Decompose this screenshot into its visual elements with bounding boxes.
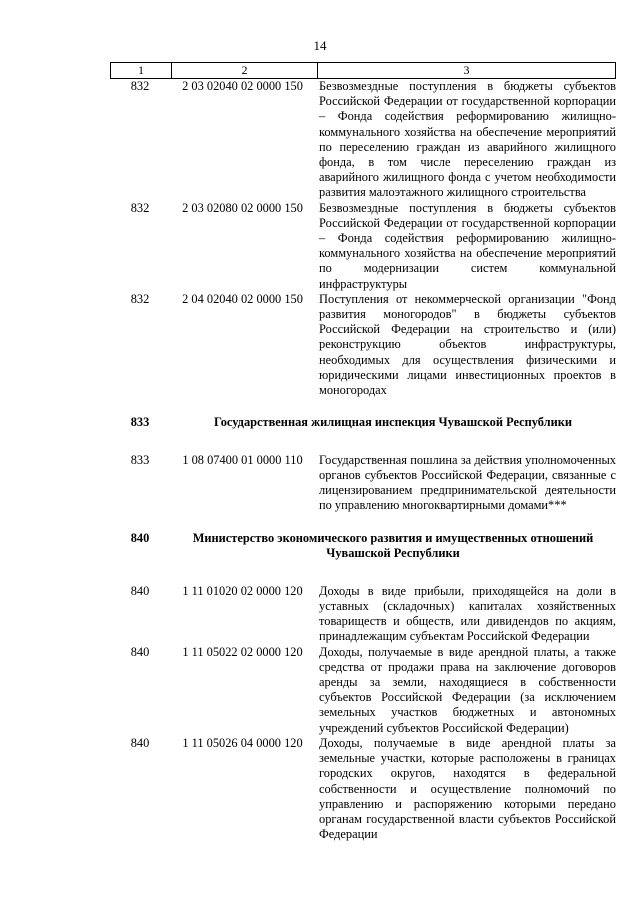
admin-code: 833	[130, 452, 150, 467]
section-title: Государственная жилищная инспекция Чувашской Республики	[213, 415, 573, 430]
section-heading-840	[110, 531, 616, 562]
budget-code: 1 11 05022 02 0000 120	[182, 644, 303, 659]
section-admin-code: 833	[130, 415, 150, 430]
section-title-line-1: Министерство экономического развития и имущественных отношений	[192, 530, 594, 545]
revenue-description: Государственная пошлина за действия уполномоченных органов субъектов Российской Федерации, связанные с лицензированием предпринимательской деятельности по управлению многоквартирными домами***	[319, 452, 616, 513]
revenue-description: Поступления от некоммерческой организации "Фонд развития моногородов" в бюджеты субъектов Российской Федерации на строительство и (или) реконструкцию объектов инфраструктуры, необходимых для осуществления физическими и юридическими лицами инвестиционных проектов в моногородах	[319, 291, 616, 398]
admin-code: 840	[130, 735, 150, 750]
revenue-table	[110, 62, 616, 842]
table-row	[110, 79, 616, 201]
section-title-line-2: Чувашской Республики	[326, 546, 460, 561]
admin-code: 840	[130, 583, 150, 598]
table-row	[110, 736, 616, 842]
column-header-1: 1	[111, 63, 172, 78]
budget-code: 1 11 01020 02 0000 120	[182, 583, 303, 598]
table-row	[110, 584, 616, 645]
table-header	[110, 62, 616, 79]
revenue-description: Доходы в виде прибыли, приходящейся на доли в уставных (складочных) капиталах хозяйственных товариществ и обществ, или дивидендов по акциям, принадлежащим субъектам Российской Федерации	[319, 583, 616, 644]
revenue-description: Безвозмездные поступления в бюджеты субъектов Российской Федерации от государственной корпорации – Фонда содействия реформированию жилищно-коммунального хозяйства на обеспечение мероприятий по переселению граждан из аварийного жилищного фонда, в том числе переселению граждан из аварийного жилищного фонда с учетом необходимости развития малоэтажного жилищного строительства	[319, 79, 616, 200]
table-row	[110, 292, 616, 398]
budget-code: 2 03 02040 02 0000 150	[182, 79, 303, 93]
admin-code: 832	[130, 291, 150, 306]
column-header-2: 2	[172, 63, 318, 78]
revenue-description: Безвозмездные поступления в бюджеты субъектов Российской Федерации от государственной корпорации – Фонда содействия реформированию жилищно-коммунального хозяйства на обеспечение мероприятий по модернизации систем коммунальной инфраструктуры	[319, 200, 616, 291]
budget-code: 2 04 02040 02 0000 150	[182, 291, 303, 306]
page-number: 14	[313, 38, 327, 53]
admin-code: 832	[130, 200, 150, 215]
table-row	[110, 645, 616, 736]
budget-code: 1 11 05026 04 0000 120	[182, 735, 303, 750]
budget-code: 1 08 07400 01 0000 110	[182, 452, 303, 467]
table-row	[110, 453, 616, 514]
admin-code: 840	[130, 644, 150, 659]
revenue-description: Доходы, получаемые в виде арендной платы за земельные участки, которые расположены в границах городских округов, находятся в федеральной собственности и осуществление полномочий по управлению и распоряжению которыми передано органам государственной власти субъектов Российской Федерации	[319, 735, 616, 842]
budget-code: 2 03 02080 02 0000 150	[182, 200, 303, 215]
revenue-description: Доходы, получаемые в виде арендной платы, а также средства от продажи права на заключение договоров аренды за земли, находящиеся в собственности субъектов Российской Федерации (за исключением земельных участков бюджетных и автономных учреждений субъектов Российской Федерации)	[319, 644, 616, 735]
section-title	[170, 531, 616, 562]
column-header-3: 3	[463, 63, 470, 77]
section-admin-code: 840	[130, 530, 150, 545]
section-heading-833	[110, 415, 616, 431]
admin-code: 832	[130, 79, 150, 93]
table-row	[110, 201, 616, 292]
